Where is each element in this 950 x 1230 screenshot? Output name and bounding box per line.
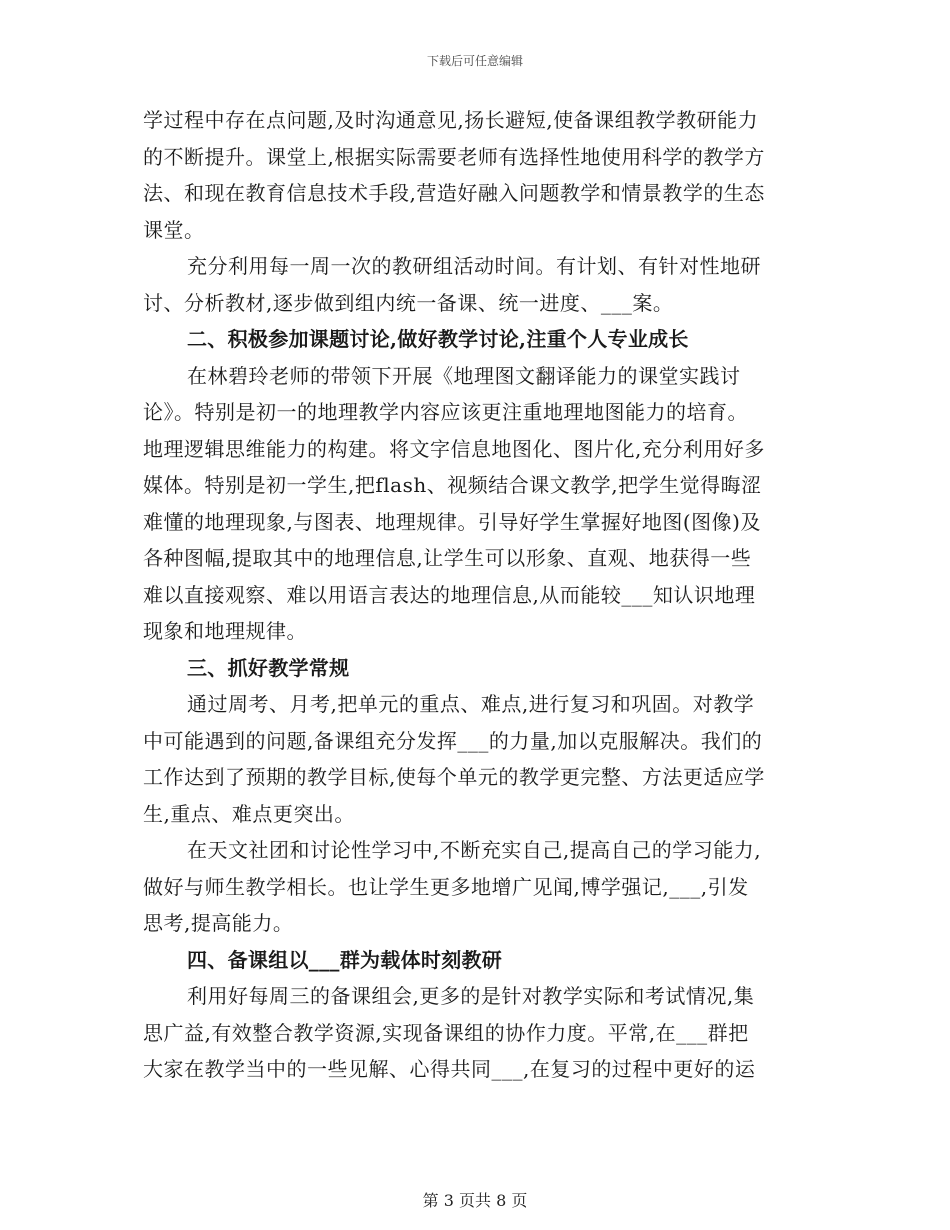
paragraph-line: 地理逻辑思维能力的构建。将文字信息地图化、图片化,充分利用好多: [143, 436, 765, 461]
paragraph-line: 的不断提升。课堂上,根据实际需要老师有选择性地使用科学的教学方: [143, 144, 765, 169]
paragraph-line: 思考,提高能力。: [143, 911, 294, 935]
paragraph-line: 大家在教学当中的一些见解、心得共同___,在复习的过程中更好的运: [143, 1057, 756, 1081]
paragraph-line: 生,重点、难点更突出。: [143, 801, 355, 826]
paragraph-line: 充分利用每一周一次的教研组活动时间。有计划、有针对性地研: [187, 254, 761, 278]
paragraph-line: 在林碧玲老师的带领下开展《地理图文翻译能力的课堂实践讨: [187, 363, 741, 388]
paragraph-line: 在天文社团和讨论性学习中,不断充实自己,提高自己的学习能力,: [187, 838, 762, 862]
paragraph-line: 思广益,有效整合教学资源,实现备课组的协作力度。平常,在___群把: [143, 1020, 749, 1045]
page-number: 第 3 页共 8 页: [422, 1191, 528, 1210]
paragraph-line: 现象和地理规律。: [143, 619, 307, 643]
document-body: [143, 102, 807, 1088]
paragraph-line: 各种图幅,提取其中的地理信息,让学生可以形象、直观、地获得一些: [143, 546, 752, 570]
paragraph-line: 通过周考、月考,把单元的重点、难点,进行复习和巩固。对教学: [187, 692, 755, 716]
paragraph-line: 工作达到了预期的教学目标,使每个单元的教学更完整、方法更适应学: [143, 765, 765, 789]
paragraph-line: 利用好每周三的备课组会,更多的是针对教学实际和考试情况,集: [187, 984, 755, 1008]
paragraph-line: 论》。特别是初一的地理教学内容应该更注重地理地图能力的培育。: [143, 400, 748, 424]
paragraph-line: 讨、分析教材,逐步做到组内统一备课、统一进度、___案。: [143, 290, 674, 315]
paragraph-line: 难以直接观察、难以用语言表达的地理信息,从而能较___知认识地理: [143, 582, 756, 607]
page-header-note: 下载后可任意编辑: [426, 54, 523, 68]
paragraph-line: 难懂的地理现象,与图表、地理规律。引导好学生掌握好地图(图像)及: [143, 509, 761, 534]
section-heading: 四、备课组以___群为载体时刻教研: [187, 947, 503, 972]
paragraph-line: 做好与师生教学相长。也让学生更多地增广见闻,博学强记,___,引发: [143, 874, 749, 899]
paragraph-line: 学过程中存在点问题,及时沟通意见,扬长避短,使备课组教学教研能力: [143, 108, 759, 132]
paragraph-line: 课堂。: [143, 217, 205, 242]
section-heading: 二、积极参加课题讨论,做好教学讨论,注重个人专业成长: [187, 327, 689, 351]
section-heading: 三、抓好教学常规: [187, 655, 350, 680]
paragraph-line: 媒体。特别是初一学生,把flash、视频结合课文教学,把学生觉得晦涩: [143, 473, 762, 497]
paragraph-line: 法、和现在教育信息技术手段,营造好融入问题教学和情景教学的生态: [143, 181, 765, 205]
paragraph-line: 中可能遇到的问题,备课组充分发挥___的力量,加以克服解决。我们的: [143, 728, 763, 753]
